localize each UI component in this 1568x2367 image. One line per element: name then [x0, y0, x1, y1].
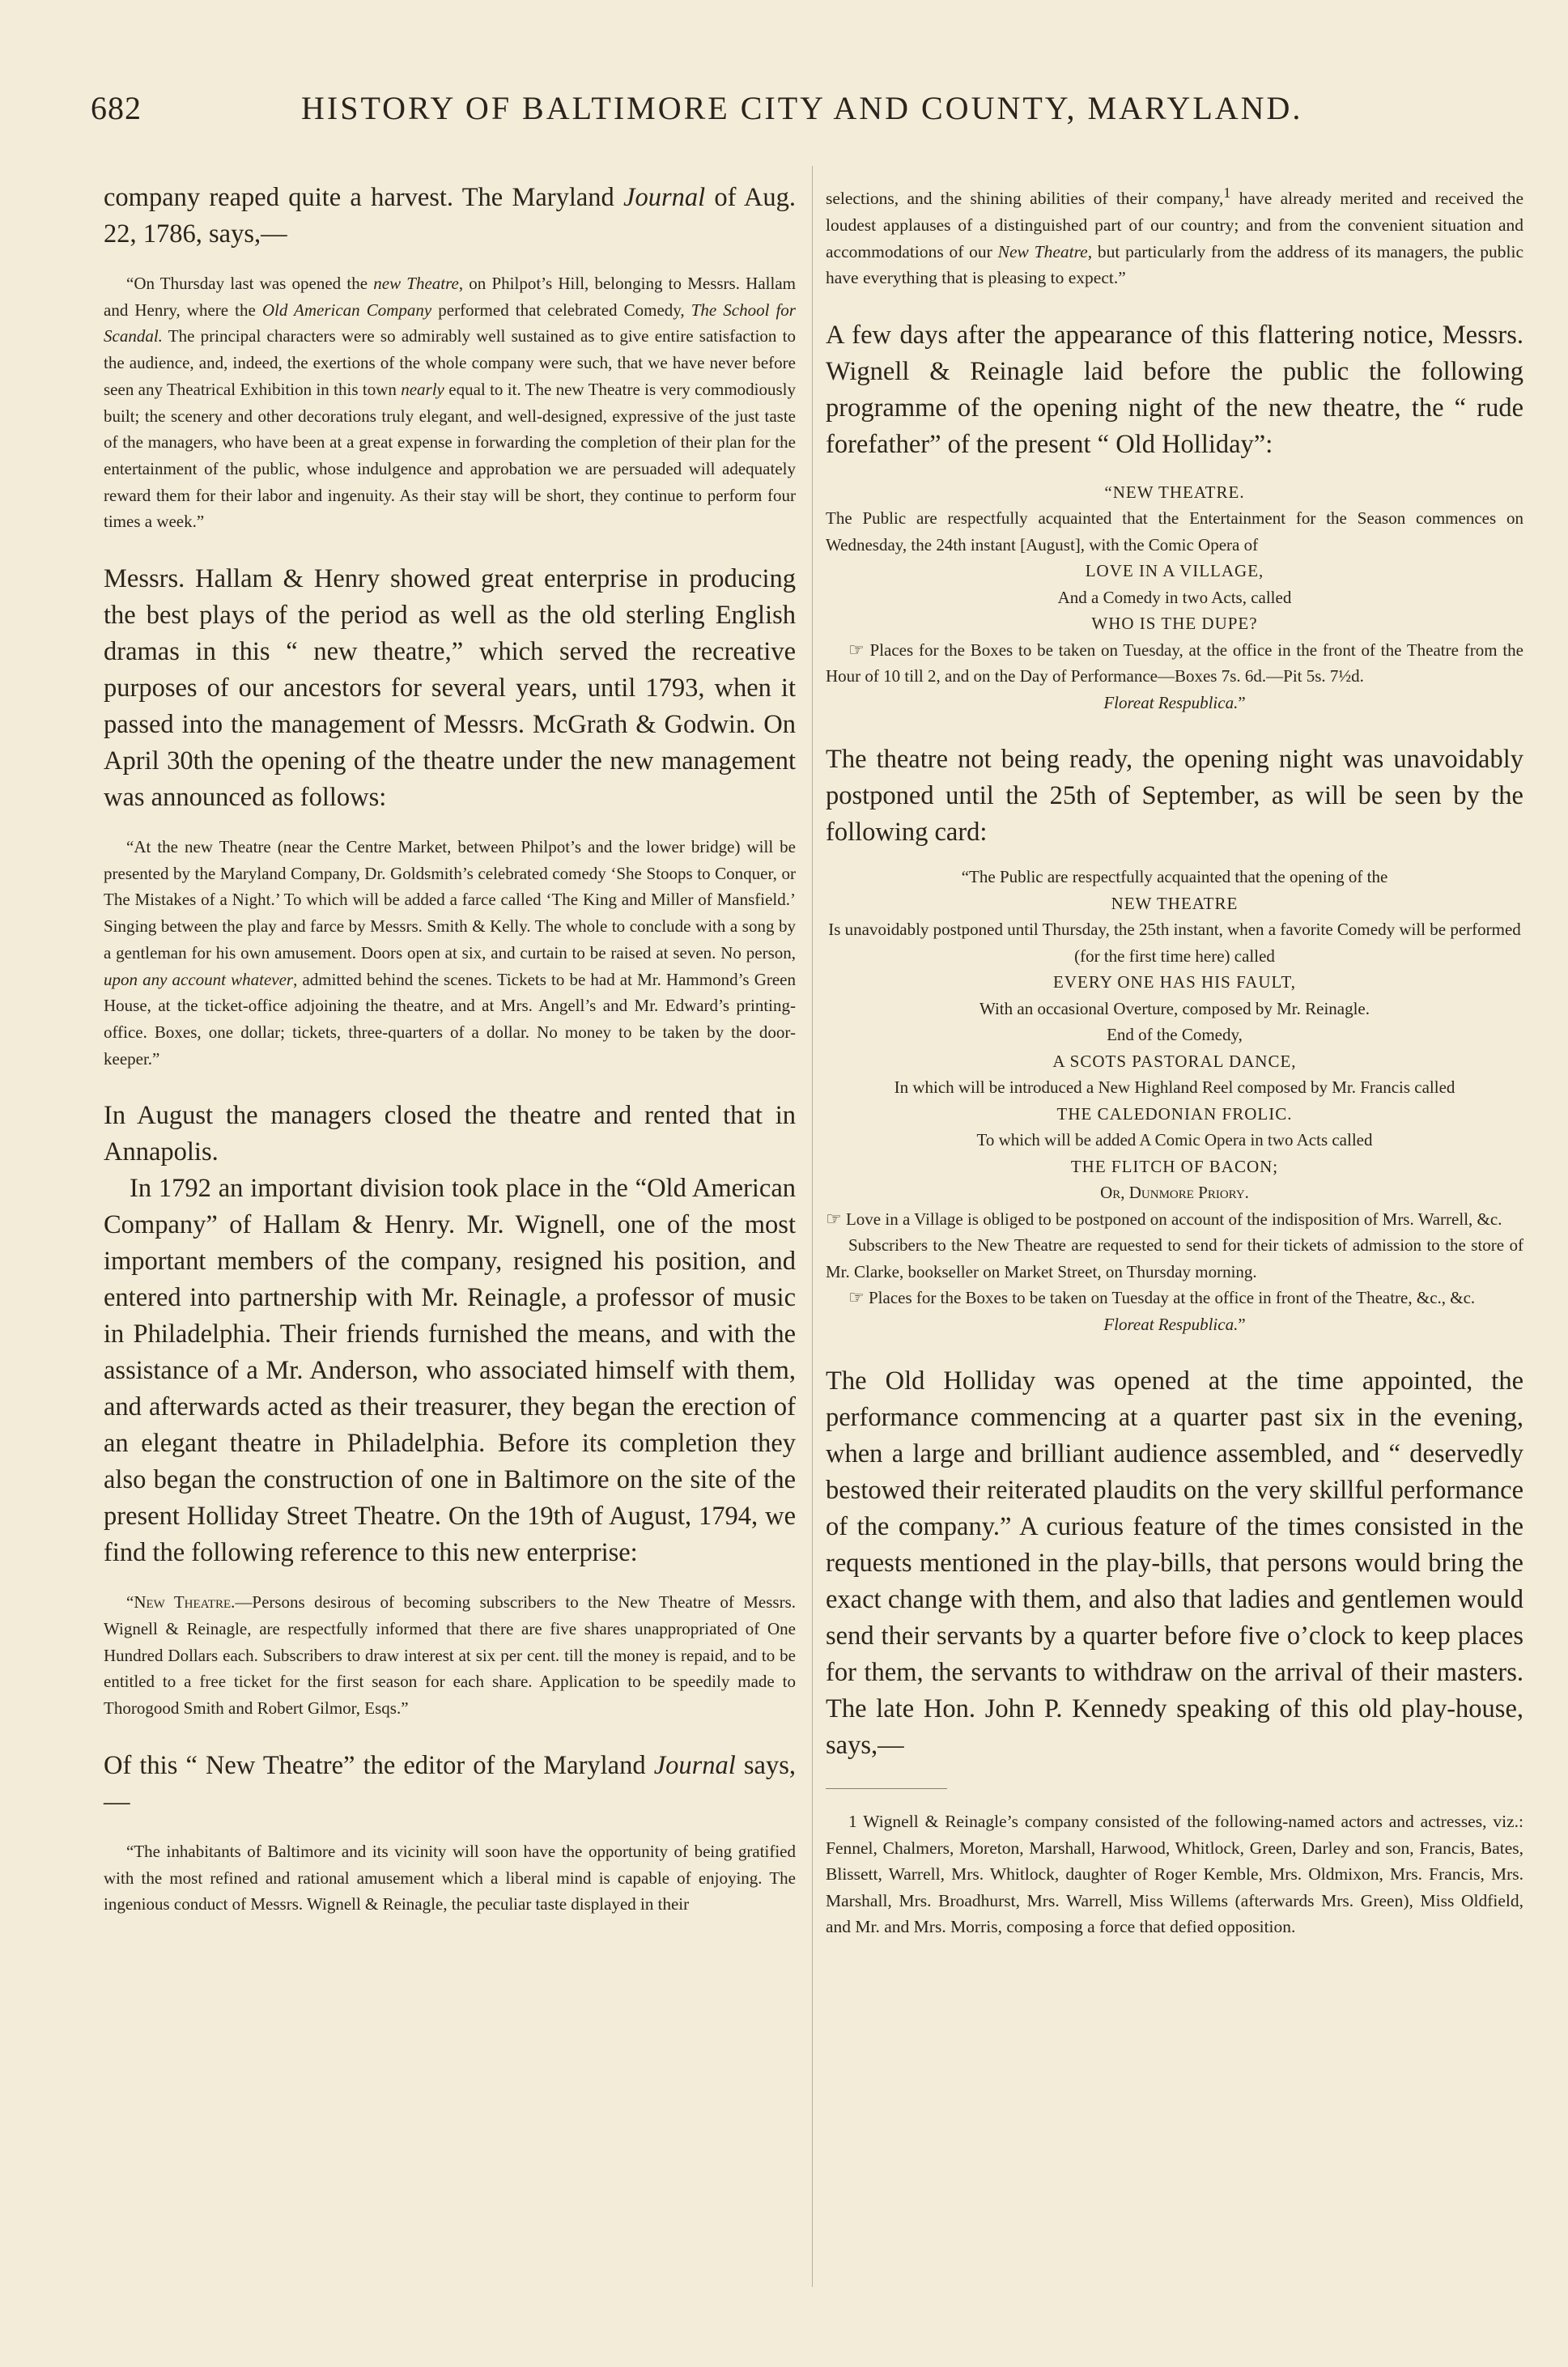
text: , but particularly from the address of its managers, the public have everything that is pleasing to expect.”	[826, 241, 1523, 288]
text: says,—	[104, 1750, 796, 1817]
text: “At the new Theatre (near the Centre Market, between Philpot’s and the lower bridge) will be presented by the Maryland Company, Dr. Goldsmith’s celebrated comedy ‘She Stoops to Conquer, or The Mistakes of a Night.’ To which will be added a farce called ‘The King and Miller of Mansfield.’ Singing between the play and farce by Messrs. Smith & Kelly. The whole to conclude with a song by a gentleman for his own amusement. Doors open at six, and curtain to be raised at seven. No person,	[104, 837, 796, 963]
text: selections, and the shining abilities of their company,	[826, 189, 1224, 209]
quote-inhabitants-continued	[826, 180, 1523, 291]
text-new-theatre-lead: “New Theatre.	[126, 1592, 236, 1613]
paragraph-6: A few days after the appearance of this flattering notice, Messrs. Wignell & Reinagle laid before the public the following programme of the opening night of the new theatre, the “ rude forefather” of the present “ Old Holliday”:	[826, 320, 1523, 459]
text: performed that celebrated Comedy,	[431, 300, 691, 320]
card-line: NEW THEATRE	[1111, 893, 1239, 913]
pointing-hand-icon: ☞	[826, 1208, 842, 1229]
text: , on Philpot’s Hill, belonging to Messrs. Hallam and Henry, where the	[104, 274, 796, 320]
programme-places	[826, 637, 1523, 690]
programme-line: WHO IS THE DUPE?	[1091, 614, 1258, 634]
text: Places for the Boxes to be taken on Tuesday, at the office in the front of the Theatre from the Hour of 10 till 2, and on the Day of Performance—Boxes 7s. 6d.—Pit 5s. 7½d.	[826, 640, 1523, 686]
card-line	[826, 1179, 1523, 1206]
page-number: 682	[91, 90, 142, 126]
paragraph-3: In August the managers closed the theatre and rented that in Annapolis.	[104, 1101, 796, 1167]
text: Places for the Boxes to be taken on Tuesday at the office in front of the Theatre, &c., &c.	[864, 1288, 1476, 1308]
paragraph-8: The Old Holliday was opened at the time appointed, the performance commencing at a quarter past six in the evening, when a large and brilliant audience assembled, and “ deservedly bestowed their reiterated plaudits on the very skillful performance of the company.” A curious feature of the times consisted in the requests mentioned in the play-bills, that persons would bring the exact change with them, and also that ladies and gentlemen would send their servants by a quarter before five o’clock to keep places for them, the servants to withdraw on the arrival of their masters. The late Hon. John P. Kennedy speaking of this old play-house, says,—	[826, 1366, 1523, 1761]
paragraph-4: In 1792 an important division took place in the “Old American Company” of Hallam & Henry. Mr. Wignell, one of the most important members of the company, resigned his position, and entered into partnership with Mr. Reinagle, a professor of music in Philadelphia. Their friends furnished the means, and with the assistance of a Mr. Anderson, who associated himself with them, and afterwards acted as their treasurer, they began the erection of an elegant theatre in Philadelphia. Before its completion they also began the construction of one in Baltimore on the site of the present Holliday Street Theatre. On the 19th of August, 1794, we find the following reference to this new enterprise:	[104, 1174, 796, 1568]
footnote-rule	[826, 1788, 947, 1789]
footnote-mark: 1	[848, 1812, 857, 1832]
card-line: A SCOTS PASTORAL DANCE,	[1052, 1051, 1297, 1071]
text: —Persons desirous of becoming subscribers to the New Theatre of Messrs. Wignell & Reinagle, are respectfully informed that there are five shares unappropriated of One Hundred Dollars each. Subscribers to draw interest at six per cent. till the money is repaid, and to be entitled to a free ticket for the first season for each share. Application to be speedily made to Thorogood Smith and Robert Gilmor, Esqs.”	[104, 1592, 796, 1719]
quote-inhabitants: “The inhabitants of Baltimore and its vicinity will soon have the opportunity of being gratified with the most refined and rational amusement which a liberal mind is capable of enjoying. The ingenious conduct of Messrs. Wignell & Reinagle, the peculiar taste displayed in their	[104, 1841, 796, 1914]
programme-opening-night	[826, 479, 1523, 716]
pointing-hand-icon: ☞	[848, 1287, 865, 1308]
text: Or, Dunmore Priory.	[1100, 1183, 1249, 1203]
programme-motto	[826, 690, 1523, 716]
card-line	[826, 1285, 1523, 1311]
running-title: HISTORY OF BALTIMORE CITY AND COUNTY, MARYLAND.	[301, 90, 1303, 126]
programme-line: LOVE IN A VILLAGE,	[1085, 561, 1264, 581]
card-line: Subscribers to the New Theatre are requested to send for their tickets of admission to the store of Mr. Clarke, bookseller on Market Street, on Thursday morning.	[826, 1235, 1523, 1281]
text: ”	[1238, 692, 1246, 712]
italic-new-theatre: New Theatre	[997, 241, 1088, 261]
italic-nearly: nearly	[401, 379, 444, 399]
italic-journal: Journal	[653, 1750, 736, 1780]
paragraph-2: Messrs. Hallam & Henry showed great enterprise in producing the best plays of the period as well as the old sterling English dramas in this “ new theatre,” which served the recreative purposes of our ancestors for several years, until 1793, when it passed into the management of Messrs. McGrath & Godwin. On April 30th the opening of the theatre under the new management was announced as follows:	[104, 564, 796, 813]
card-motto	[826, 1311, 1523, 1338]
pointing-hand-icon: ☞	[848, 639, 865, 660]
text: The principal characters were so admirably well sustained as to give entire satisfaction to the audience, and, indeed, the exertions of the whole company were such, that we have never before seen any Theatrical Exhibition in this town	[104, 326, 796, 399]
italic-journal: Journal	[623, 183, 706, 212]
card-line: “The Public are respectfully acquainted that the opening of the	[961, 867, 1388, 887]
quote-new-management	[104, 834, 796, 1072]
card-line	[826, 1206, 1523, 1233]
footnote	[826, 1808, 1523, 1940]
text: have already merited and received the loudest applauses of a distinguished part of our country; and from the convenient situation and accommodations of our	[826, 189, 1523, 261]
card-line: To which will be added A Comic Opera in two Acts called	[976, 1130, 1373, 1150]
programme-postponement-card	[826, 864, 1523, 1337]
italic-upon-any-account: upon any account whatever	[104, 969, 294, 989]
left-column	[104, 180, 796, 1918]
text: Of this “ New Theatre” the editor of the Maryland	[104, 1750, 654, 1780]
programme-line: And a Comedy in two Acts, called	[1057, 587, 1292, 607]
text: equal to it. The new Theatre is very commodiously built; the scenery and other decorations truly elegant, and well-designed, expressive of the just taste of the managers, who have been at a great expense in forwarding the completion of their plan for the entertainment of the public, whose indulgence and approbation we are persuaded will adequately reward them for their labor and ingenuity. As their stay will be short, they continue to perform four times a week.”	[104, 379, 796, 532]
italic-floreat: Floreat Respublica.	[1103, 692, 1239, 712]
quote-journal-1786	[104, 270, 796, 535]
text: “On Thursday last was opened the	[126, 274, 374, 293]
paragraph-5	[104, 1748, 796, 1821]
programme-heading: “NEW THEATRE.	[1104, 482, 1245, 502]
text: ”	[1238, 1314, 1246, 1334]
card-line: EVERY ONE HAS HIS FAULT,	[1053, 972, 1296, 992]
card-line: THE CALEDONIAN FROLIC.	[1056, 1103, 1293, 1124]
text: of Aug. 22, 1786, says,—	[104, 183, 796, 249]
card-line: THE FLITCH OF BACON;	[1070, 1156, 1279, 1176]
card-line: With an occasional Overture, composed by Mr. Reinagle.	[979, 998, 1370, 1018]
italic-floreat: Floreat Respublica.	[1103, 1314, 1239, 1334]
card-line: End of the Comedy,	[1107, 1025, 1243, 1045]
text: Love in a Village is obliged to be postponed on account of the indisposition of Mrs. Warrell, &c.	[841, 1209, 1502, 1229]
italic-school-for-scandal: The School for Scandal.	[104, 300, 796, 346]
card-line: In which will be introduced a New Highland Reel composed by Mr. Francis called	[894, 1077, 1455, 1098]
footnote-ref: 1	[1223, 185, 1231, 201]
text: Wignell & Reinagle’s company consisted of the following-named actors and actresses, viz.: Fennel, Chalmers, Moreton, Marshall, Harwood, Whitlock, Green, Darley and son, Francis, Bates, Blissett, Warrell, Mrs. Whitlock, daughter of Roger Kemble, Mrs. Oldmixon, Mrs. Francis, Mrs. Marshall, Mrs. Broadhurst, Mrs. Warrell, Miss Willems (afterwards Mrs. Green), Miss Oldfield, and Mr. and Mrs. Morris, composing a force that defied opposition.	[826, 1812, 1523, 1937]
italic-old-american-company: Old American Company	[261, 300, 432, 320]
column-divider	[812, 166, 813, 2287]
text: , admitted behind the scenes. Tickets to be had at Mr. Hammond’s Green House, at the ticket-office adjoining the theatre, and at Mrs. Angell’s and Mr. Edward’s printing-office. Boxes, one dollar; tickets, three-quarters of a dollar. No money to be taken by the door-keeper.”	[104, 969, 796, 1069]
paragraph-7: The theatre not being ready, the opening night was unavoidably postponed until the 25th of September, as will be seen by the following card:	[826, 745, 1523, 848]
card-line: Is unavoidably postponed until Thursday, the 25th instant, when a favorite Comedy will be performed (for the first time here) called	[828, 920, 1521, 966]
quote-subscribers	[104, 1589, 796, 1722]
right-column	[826, 180, 1523, 1940]
paragraph-1	[104, 180, 796, 253]
text: company reaped quite a harvest. The Maryland	[104, 183, 624, 212]
programme-intro: The Public are respectfully acquainted that the Entertainment for the Season commences on Wednesday, the 24th instant [August], with the Comic Opera of	[826, 508, 1523, 555]
running-header	[91, 89, 1386, 138]
italic-new-theatre: new Theatre	[373, 274, 459, 293]
